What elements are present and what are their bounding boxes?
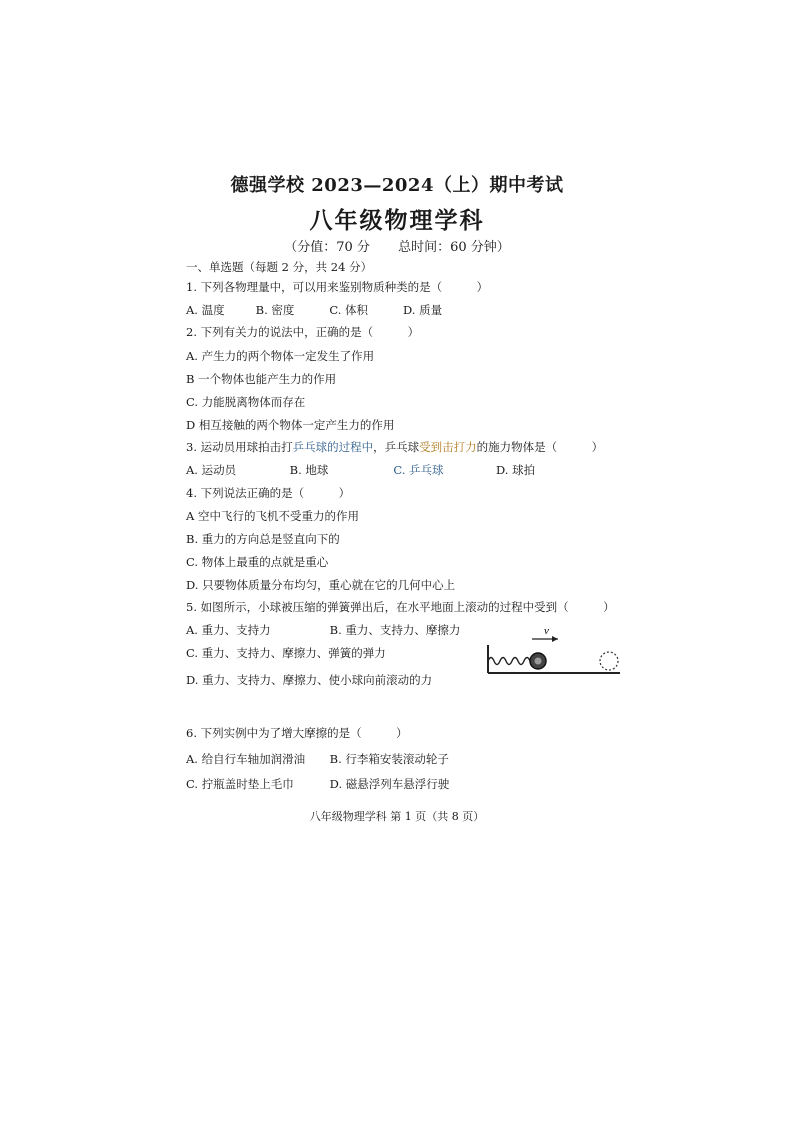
option-c: C. 乒乓球 <box>393 463 444 477</box>
option-a: A 空中飞行的飞机不受重力的作用 <box>186 509 359 523</box>
option-d: D. 质量 <box>402 303 443 317</box>
q3-stem-highlight: 乒乓球的过程中 <box>292 440 374 454</box>
option-b: B. 重力、支持力、摩擦力 <box>329 623 461 637</box>
option-a: A. 温度 <box>186 303 225 317</box>
option-a: A. 重力、支持力 <box>186 623 271 637</box>
option-b: B 一个物体也能产生力的作用 <box>186 372 337 386</box>
exam-meta <box>0 236 794 255</box>
q3-stem-part: 3. 运动员用球拍击打 <box>186 440 293 454</box>
q3-stem-part: 的施力物体是（ ） <box>476 440 604 454</box>
option-c: C. 体积 <box>329 303 369 317</box>
q3-stem-highlight: 受到击打力 <box>419 440 477 454</box>
option-a: A. 运动员 <box>186 463 237 477</box>
exam-subject: 八年级物理学科 <box>309 207 485 234</box>
velocity-label: v <box>544 625 549 637</box>
exam-title: 德强学校 2023—2024（上）期中考试 <box>230 175 564 196</box>
question-4-stem: 4. 下列说法正确的是（ ） <box>186 486 351 500</box>
question-6-options-ab <box>186 751 449 767</box>
q3-stem-part: ，乒乓球 <box>373 440 420 454</box>
option-b: B. 地球 <box>289 463 329 477</box>
option-c: C. 力能脱离物体而存在 <box>186 395 306 409</box>
section-title: 一、单选题（每题 2 分，共 24 分） <box>186 260 373 274</box>
option-b: B. 行李箱安装滚动轮子 <box>329 752 449 766</box>
question-3-stem <box>186 439 603 455</box>
question-1-stem: 1. 下列各物理量中，可以用来鉴别物质种类的是（ ） <box>186 280 489 294</box>
option-b: B. 密度 <box>255 303 295 317</box>
option-d: D. 磁悬浮列车悬浮行驶 <box>329 777 450 791</box>
question-6-options-cd <box>186 776 449 792</box>
question-2-stem: 2. 下列有关力的说法中，正确的是（ ） <box>186 325 420 339</box>
option-d: D. 只要物体质量分布均匀，重心就在它的几何中心上 <box>186 578 456 592</box>
arrow-head <box>552 636 558 642</box>
option-c: C. 重力、支持力、摩擦力、弹簧的弹力 <box>186 646 386 660</box>
option-a: A. 产生力的两个物体一定发生了作用 <box>186 349 375 363</box>
spring-ball-figure <box>484 623 624 681</box>
question-6-stem: 6. 下列实例中为了增大摩擦的是（ ） <box>186 726 408 740</box>
question-1-options <box>186 302 442 318</box>
option-d: D. 球拍 <box>495 463 536 477</box>
option-c: C. 物体上最重的点就是重心 <box>186 555 329 569</box>
option-b: B. 重力的方向总是竖直向下的 <box>186 532 340 546</box>
question-5-stem: 5. 如图所示，小球被压缩的弹簧弹出后，在水平地面上滚动的过程中受到（ ） <box>186 600 615 614</box>
question-3-options <box>186 462 535 478</box>
ball-center <box>535 658 542 665</box>
score-info: （分值：70 分 <box>284 240 370 255</box>
question-5-options-ab <box>186 622 460 638</box>
option-a: A. 给自行车轴加润滑油 <box>186 752 306 766</box>
option-c: C. 拧瓶盖时垫上毛巾 <box>186 777 294 791</box>
time-info: 总时间：60 分钟） <box>398 240 510 255</box>
ball-ghost <box>600 652 618 670</box>
option-d: D. 重力、支持力、摩擦力、使小球向前滚动的力 <box>186 673 433 687</box>
option-d: D 相互接触的两个物体一定产生力的作用 <box>186 418 395 432</box>
page-footer: 八年级物理学科 第 1 页（共 8 页） <box>309 810 485 823</box>
spring <box>488 658 536 665</box>
